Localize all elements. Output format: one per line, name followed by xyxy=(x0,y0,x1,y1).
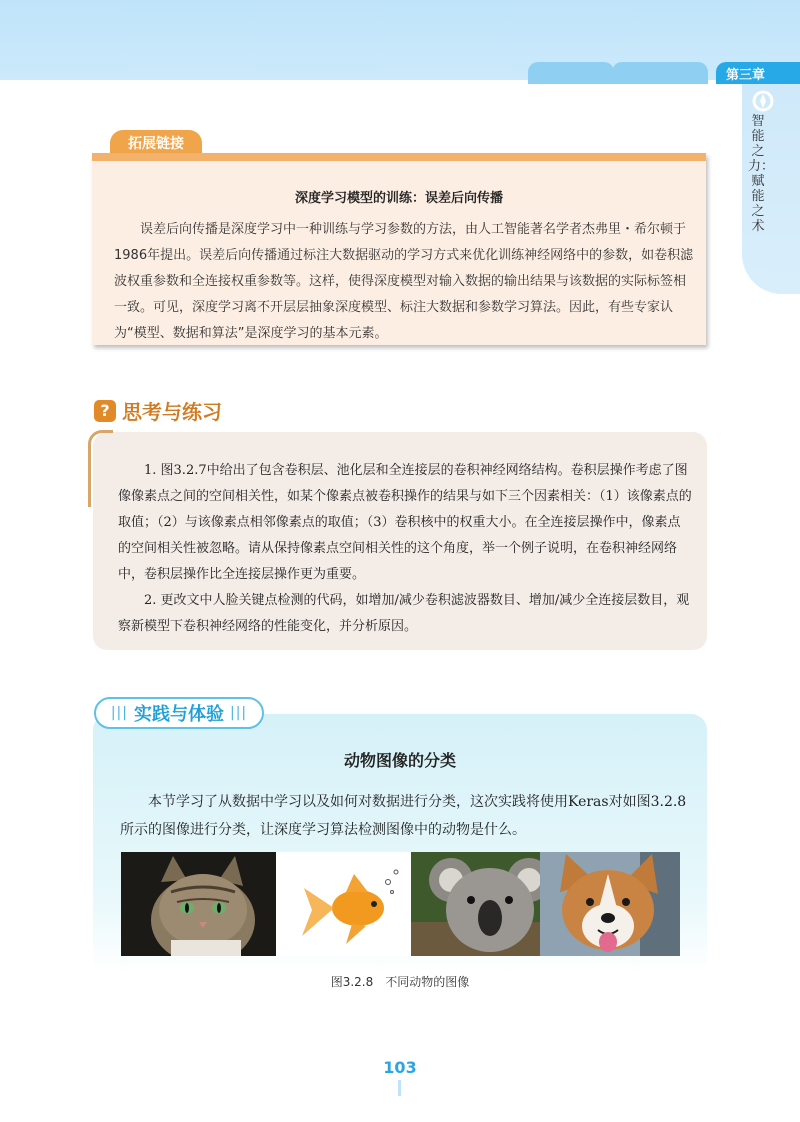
practice-title: 实践与体验 xyxy=(134,704,224,725)
extension-box xyxy=(92,153,706,345)
bars-icon: ||| xyxy=(230,705,248,721)
exercise-item: 1. 图3.2.7中给出了包含卷积层、池化层和全连接层的卷积神经网络结构。卷积层操作考虑了图像像素点之间的空间相关性，如某个像素点被卷积操作的结果与如下三个因素相关：（1）该像素点的取值；（2）与该像素点相邻像素点的取值；（3）卷积核中的权重大小。在全连接层操作中，像素点的空间相关性被忽略。请从保持像素点空间相关性的这个角度，举一个例子说明，在卷积神经网络中，卷积层操作比全连接层操作更为重要。 xyxy=(118,463,692,582)
cat-image xyxy=(121,852,279,956)
think-title: 思考与练习 xyxy=(122,400,222,424)
extension-body: 误差后向传播是深度学习中一种训练与学习参数的方法，由人工智能著名学者杰弗里・希尔顿于1986年提出。误差后向传播通过标注大数据驱动的学习方式来优化训练神经网络中的参数，如卷积滤波权重参数和全连接权重参数等。这样，使得深度模型对输入数据的输出结果与该数据的实际标签相一致。可见，深度学习离不开层层抽象深度模型、标注大数据和参数学习算法。因此，有些专家认为“模型、数据和算法”是深度学习的基本元素。 xyxy=(114,222,694,341)
think-corner-decoration xyxy=(88,430,113,507)
corgi-image xyxy=(540,852,680,956)
think-heading xyxy=(94,396,222,425)
think-body xyxy=(118,458,692,640)
practice-heading xyxy=(94,697,264,729)
chapter-label: 第三章 xyxy=(716,62,800,84)
compass-icon xyxy=(752,90,774,112)
practice-subtitle: 动物图像的分类 xyxy=(343,751,456,770)
practice-body: 本节学习了从数据中学习以及如何对数据进行分类，这次实践将使用Keras对如图3.2.8所示的图像进行分类，让深度学习算法检测图像中的动物是什么。 xyxy=(120,794,687,838)
header-tab xyxy=(528,62,614,84)
extension-tab: 拓展链接 xyxy=(110,130,202,156)
question-icon: ? xyxy=(94,400,116,422)
side-title: 智能之力：赋能之术 xyxy=(748,114,775,234)
figure-caption: 图3.2.8 不同动物的图像 xyxy=(330,975,470,989)
extension-title: 深度学习模型的训练：误差后向传播 xyxy=(294,191,503,206)
page-number-decoration xyxy=(398,1080,401,1096)
header-tab xyxy=(612,62,708,84)
page-number: 103 xyxy=(383,1058,417,1077)
exercise-item: 2. 更改文中人脸关键点检测的代码，如增加/减少卷积滤波器数目、增加/减少全连接层数目，观察新模型下卷积神经网络的性能变化，并分析原因。 xyxy=(118,593,690,634)
bars-icon: ||| xyxy=(110,705,128,721)
